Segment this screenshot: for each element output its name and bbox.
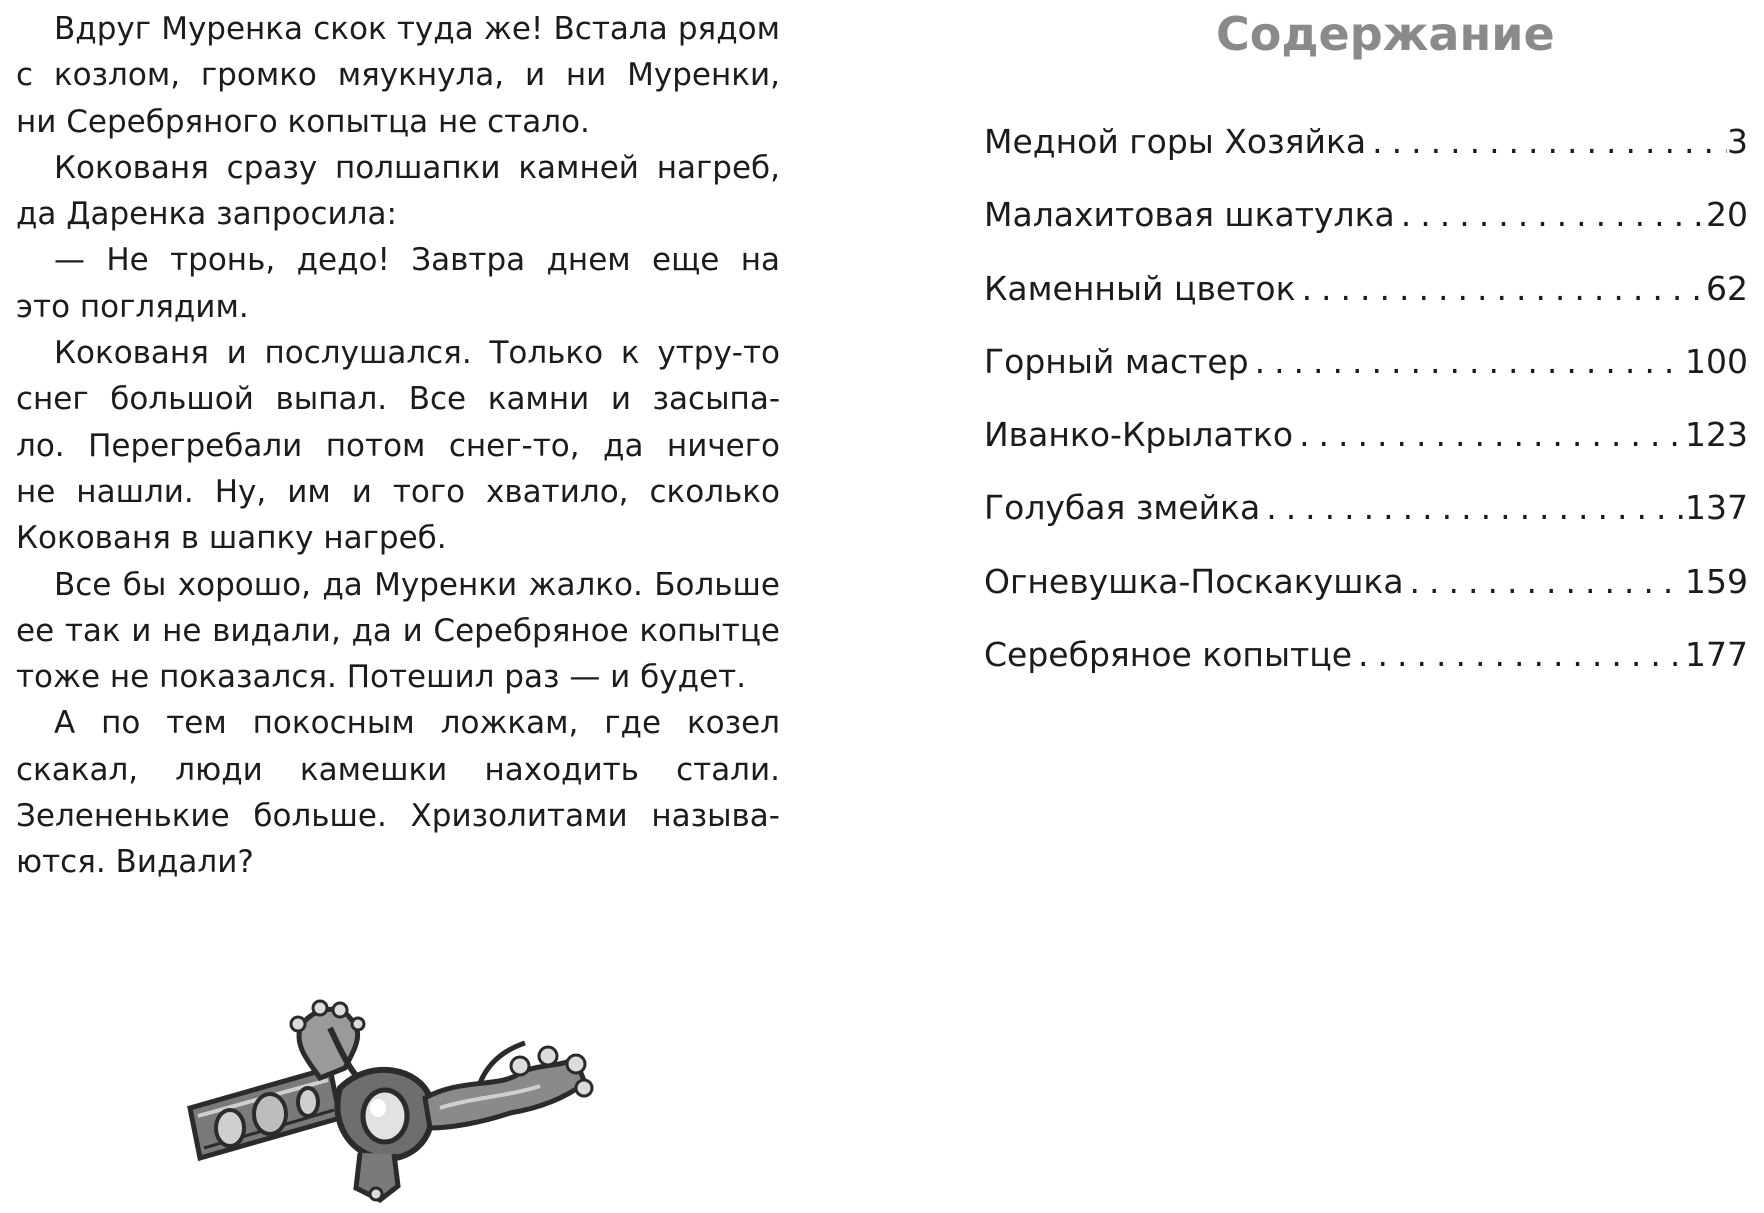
story-line: Кокованя сразу полшапки камней нагреб, [54,149,780,186]
story-line: Вдруг Муренка скок туда же! Встала рядом [54,11,780,47]
story-line: ло. Перегребали потом снег-то, да ничего [16,427,780,464]
toc-entry-title: Иванко-Крылатко [984,415,1294,455]
toc-entry-page: 20 [1706,195,1748,235]
toc-entry-title: Каменный цветок [984,268,1296,308]
toc-leader-dots [1395,189,1706,241]
toc-entry-title: Медной горы Хозяйка [984,122,1367,161]
story-line: снег большой выпал. Все камни и засыпа- [16,381,780,418]
story-line: не нашли. Ну, им и того хватило, сколько [16,473,780,510]
story-line: Все бы хорошо, да Муренки жалко. Больше [54,566,780,603]
story-line: Зелененькие больше. Хризолитами называ- [16,798,780,835]
story-line: А по тем покосным ложкам, где козел [54,705,780,742]
toc-entry[interactable] [984,336,1748,409]
toc-entry[interactable] [984,629,1748,702]
toc-entry-title: Горный мастер [984,341,1249,381]
toc-entry-page: 137 [1685,488,1748,528]
crown-center-gem [363,1090,407,1142]
toc-leader-dots [1296,263,1706,315]
toc-entry[interactable] [984,409,1748,482]
story-line: ни Серебряного копытца не стало. [16,103,590,140]
story-page [16,6,780,886]
toc-entry-page: 159 [1685,561,1748,601]
story-line: Кокованя и послушался. Только к утру-то [54,335,780,372]
toc-entry-title: Голубая змейка [984,488,1261,528]
toc-entry-title: Серебряное копытце [984,635,1353,675]
crown-jewel-icon [180,988,600,1208]
toc-entry[interactable] [984,263,1748,336]
story-line: ее так и не видали, да и Серебряное копытце [16,612,780,649]
crown-gem [254,1094,286,1134]
toc-leader-dots [1404,556,1685,608]
toc-leader-dots [1352,629,1685,681]
toc-entry[interactable] [984,189,1748,262]
toc-entry-page: 62 [1706,268,1748,308]
crown-gem [216,1110,244,1146]
story-line: ются. Видали? [16,844,254,881]
toc-list [984,116,1748,702]
toc-leader-dots [1249,336,1685,388]
toc-title: Содержание [1216,7,1555,61]
toc-entry-page: 3 [1727,122,1748,161]
toc-entry[interactable] [984,556,1748,629]
toc-entry-page: 123 [1685,415,1748,455]
toc-entry-page: 177 [1685,635,1748,675]
story-line: — Не тронь, дедо! Завтра днем еще на [54,242,780,279]
story-line: Кокованя в шапку нагреб. [16,520,447,557]
toc-entry[interactable] [984,482,1748,555]
crown-gem [298,1088,318,1116]
toc-entry-title: Огневушка-Поскакушка [984,561,1404,601]
toc-leader-dots [1260,482,1685,534]
story-line: это поглядим. [16,288,249,325]
story-line: да Даренка запросила: [16,196,397,233]
story-line: тоже не показался. Потешил раз — и будет. [16,659,747,696]
story-line: скакал, люди камешки находить стали. [16,751,780,788]
toc-entry[interactable] [984,116,1748,189]
toc-entry-title: Малахитовая шкатулка [984,195,1395,235]
story-line: с козлом, громко мяукнула, и ни Муренки, [16,57,780,94]
toc-leader-dots [1293,409,1685,461]
toc-entry-page: 100 [1685,341,1748,381]
toc-leader-dots [1366,116,1727,168]
